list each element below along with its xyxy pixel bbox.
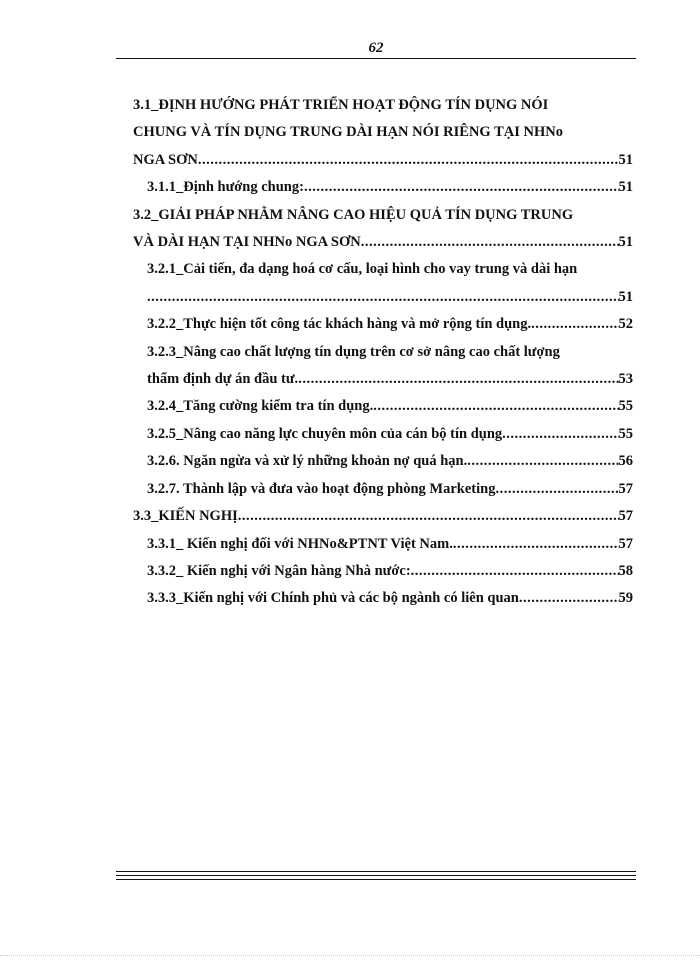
toc-entry-text: CHUNG VÀ TÍN DỤNG TRUNG DÀI HẠN NÓI RIÊNG TẠI NHNo [133,124,563,141]
toc-entry-text: 3.3_KIẾN NGHỊ [133,508,238,525]
dot-leader [411,558,619,585]
toc-page-number: 59 [618,590,633,607]
toc-page-number: 55 [618,398,633,415]
toc-entry-3-2-1[interactable] [133,256,633,311]
toc-page-number: 52 [618,316,633,333]
toc-entry-3-2-2[interactable] [133,311,633,338]
toc-entry-text: 3.2.3_Nâng cao chất lượng tín dụng trên cơ sở nâng cao chất lượng [147,343,560,360]
toc-entry-3-2-5[interactable] [133,421,633,448]
toc-entry-text: thẩm định dự án đầu tư. [147,371,299,388]
toc-entry-text: 3.2.2_Thực hiện tốt công tác khách hàng và mở rộng tín dụng. [147,316,532,333]
toc-entry-3-3-3[interactable] [133,585,633,612]
toc-entry-text: 3.2.1_Cải tiến, đa dạng hoá cơ cấu, loại hình cho vay trung và dài hạn [147,261,578,278]
dot-leader [304,174,619,201]
toc-page-number: 57 [618,480,633,497]
dot-leader [373,393,618,420]
footer-rule [116,879,636,880]
page-edge-divider [0,955,700,956]
page-number: 62 [368,40,384,56]
dot-leader [467,448,618,475]
toc-entry-3-2-4[interactable] [133,393,633,420]
toc-entry-3-2[interactable] [133,202,633,257]
toc-entry-text: 3.3.3_Kiến nghị với Chính phủ và các bộ ngành có liên quan [147,590,519,607]
toc-page-number: 51 [618,288,633,305]
toc-page-number: 51 [618,151,633,168]
table-of-contents [133,92,633,613]
toc-page-number: 51 [618,179,633,196]
toc-entry-text: 3.3.2_ Kiến nghị với Ngân hàng Nhà nước: [147,562,411,579]
toc-entry-3-2-3[interactable] [133,339,633,394]
toc-entry-3-3-1[interactable] [133,531,633,558]
toc-entry-text: 3.3.1_ Kiến nghị đối với NHNo&PTNT Việt Nam. [147,535,453,552]
toc-entry-text: VÀ DÀI HẠN TẠI NHNo NGA SƠN [133,234,361,251]
toc-page-number: 57 [618,508,633,525]
toc-page-number: 56 [618,453,633,470]
toc-entry-3-2-6[interactable] [133,448,633,475]
toc-page-number: 53 [618,371,633,388]
toc-entry-text: 3.2.5_Nâng cao năng lực chuyên môn của cán bộ tín dụng [147,425,503,442]
dot-leader [453,531,619,558]
toc-entry-3-3[interactable] [133,503,633,530]
toc-entry-text: 3.1_ĐỊNH HƯỚNG PHÁT TRIỂN HOẠT ĐỘNG TÍN DỤNG NÓI [133,97,549,113]
dot-leader [519,585,619,612]
dot-leader [147,284,619,311]
toc-entry-text: 3.1.1_Định hướng chung: [147,179,304,196]
dot-leader [495,476,618,503]
toc-entry-3-1-1[interactable] [133,174,633,201]
toc-entry-3-3-2[interactable] [133,558,633,585]
toc-page-number: 51 [618,234,633,251]
toc-entry-text: 3.2.4_Tăng cường kiểm tra tín dụng. [147,398,374,415]
footer-rule [116,871,636,872]
toc-entry-text: 3.2.7. Thành lập và đưa vào hoạt động phòng Marketing [147,480,496,497]
dot-leader [198,147,619,174]
footer-rule [116,875,636,876]
toc-entry-text: NGA SƠN [133,151,198,168]
toc-entry-text: 3.2_GIẢI PHÁP NHẰM NÂNG CAO HIỆU QUẢ TÍN DỤNG TRUNG [133,206,574,223]
dot-leader [238,503,619,530]
dot-leader [502,421,618,448]
toc-page-number: 57 [618,535,633,552]
dot-leader [361,229,619,256]
toc-entry-3-2-7[interactable] [133,476,633,503]
dot-leader [298,366,618,393]
header-rule [116,58,636,59]
toc-entry-text: 3.2.6. Ngăn ngừa và xử lý những khoản nợ quá hạn. [147,453,468,470]
dot-leader [531,311,618,338]
toc-page-number: 55 [618,425,633,442]
toc-page-number: 58 [618,562,633,579]
toc-entry-3-1[interactable] [133,92,633,174]
